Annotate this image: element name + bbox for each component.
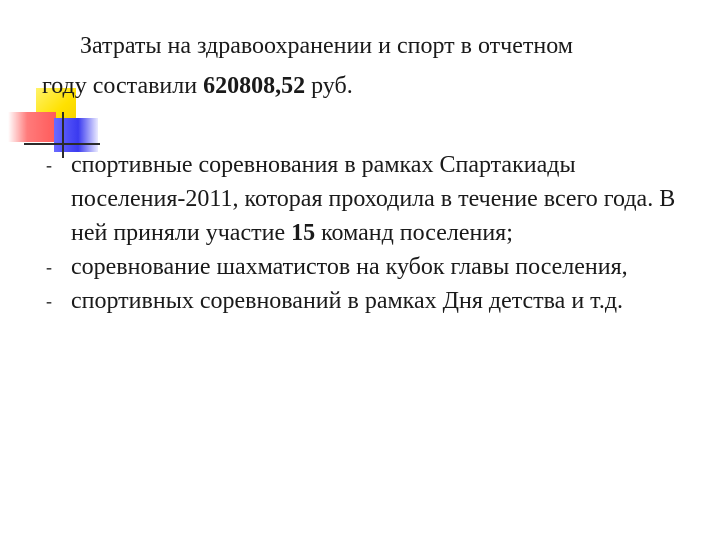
list-item-text: соревнование шахматистов на кубок главы поселения, <box>71 254 628 280</box>
intro-line-2-suffix: руб. <box>305 73 353 99</box>
bullet-dash: - <box>46 291 52 311</box>
intro-line-2-prefix: году составили <box>42 73 204 99</box>
expense-amount: 620808,52 <box>203 73 306 99</box>
bullet-dash: - <box>46 155 52 175</box>
list-item-text: спортивные соревнования в рамках Спартакиады поселения-2011, которая проходила в течение всего года. В ней приняли участие <box>71 152 676 246</box>
list-item-text-end: команд поселения; <box>315 220 513 246</box>
bullet-dash: - <box>46 257 52 277</box>
list-item <box>46 284 686 318</box>
red-square <box>8 112 56 142</box>
list-item <box>46 250 686 284</box>
team-count: 15 <box>291 220 316 246</box>
intro-line-1: Затраты на здравоохранении и спорт в отчетном <box>80 33 573 59</box>
activity-list <box>46 148 686 318</box>
blue-square <box>54 118 98 152</box>
intro-paragraph <box>42 26 682 106</box>
list-item <box>46 148 686 250</box>
list-item-text: спортивных соревнований в рамках Дня детства и т.д. <box>71 288 624 314</box>
